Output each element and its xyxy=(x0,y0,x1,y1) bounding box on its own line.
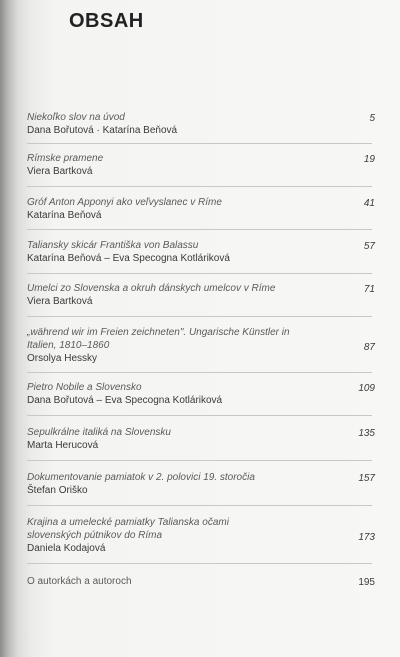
toc-entry-page: 19 xyxy=(363,154,375,165)
toc-entry-page: 173 xyxy=(358,532,375,543)
toc-entry xyxy=(27,196,379,222)
toc-entry-authors: Viera Bartková xyxy=(27,296,93,307)
toc-entry-title: Niekoľko slov na úvod xyxy=(27,112,125,123)
toc-entry-page: 135 xyxy=(358,428,375,439)
divider xyxy=(27,229,372,230)
toc-entry xyxy=(27,152,379,178)
toc-entry-title: Rímske pramene xyxy=(27,153,104,164)
toc-entry-page: 5 xyxy=(369,113,375,124)
toc-entry-title: Taliansky skicár Františka von Balassu xyxy=(27,240,199,251)
divider xyxy=(27,415,372,416)
divider xyxy=(27,186,372,187)
toc-entry-title: Krajina a umelecké pamiatky Talianska očami slovenských pútnikov do Ríma xyxy=(27,517,229,541)
divider xyxy=(27,273,372,274)
toc-entry-authors: Katarína Beňová – Eva Specogna Kotláriková xyxy=(27,253,230,264)
toc-entry-authors: Dana Bořutová – Eva Specogna Kotláriková xyxy=(27,395,223,406)
toc-entry-authors: Marta Herucová xyxy=(27,440,99,451)
toc-entry-authors: Dana Bořutová · Katarína Beňová xyxy=(27,125,178,136)
toc-entry-authors: Katarína Beňová xyxy=(27,210,102,221)
toc-entry xyxy=(27,471,379,497)
toc-entry-title: „während wir im Freien zeichneten". Ungarische Künstler in Italien, 1810–1860 xyxy=(27,327,290,351)
toc-entry-title: Gróf Anton Apponyi ako veľvyslanec v Ríme xyxy=(27,197,222,208)
toc-entry xyxy=(27,111,379,137)
toc-entry-authors: Daniela Kodajová xyxy=(27,543,106,554)
toc-entry-title: Umelci zo Slovenska a okruh dánskych umelcov v Ríme xyxy=(27,283,276,294)
toc-entry-page: 87 xyxy=(363,342,375,353)
divider xyxy=(27,316,372,317)
toc-entry xyxy=(27,282,379,308)
divider xyxy=(27,460,372,461)
toc-entry-page: 195 xyxy=(358,577,375,588)
page-title: OBSAH xyxy=(69,10,144,32)
divider xyxy=(27,372,372,373)
divider xyxy=(27,143,372,144)
divider xyxy=(27,563,372,564)
toc-entry xyxy=(27,575,379,588)
toc-entry-page: 41 xyxy=(363,198,375,209)
toc-entry-page: 109 xyxy=(358,383,375,394)
toc-entry-page: 71 xyxy=(363,284,375,295)
toc-entry-title: Sepulkrálne italiká na Slovensku xyxy=(27,427,171,438)
toc-entry xyxy=(27,381,379,407)
toc-entry-page: 57 xyxy=(363,241,375,252)
toc-entry xyxy=(27,239,379,265)
toc-entry-authors: Štefan Oriško xyxy=(27,485,88,496)
toc-entry-page: 157 xyxy=(358,473,375,484)
toc-entry-authors: Orsolya Hessky xyxy=(27,353,98,364)
toc-entry-title: O autorkách a autoroch xyxy=(27,576,132,587)
toc-entry xyxy=(27,516,379,555)
toc-entry-title: Pietro Nobile a Slovensko xyxy=(27,382,142,393)
toc-entry-authors: Viera Bartková xyxy=(27,166,93,177)
toc-entry-title: Dokumentovanie pamiatok v 2. polovici 19. storočia xyxy=(27,472,255,483)
toc-entry xyxy=(27,326,379,365)
toc-entry xyxy=(27,426,379,452)
divider xyxy=(27,505,372,506)
